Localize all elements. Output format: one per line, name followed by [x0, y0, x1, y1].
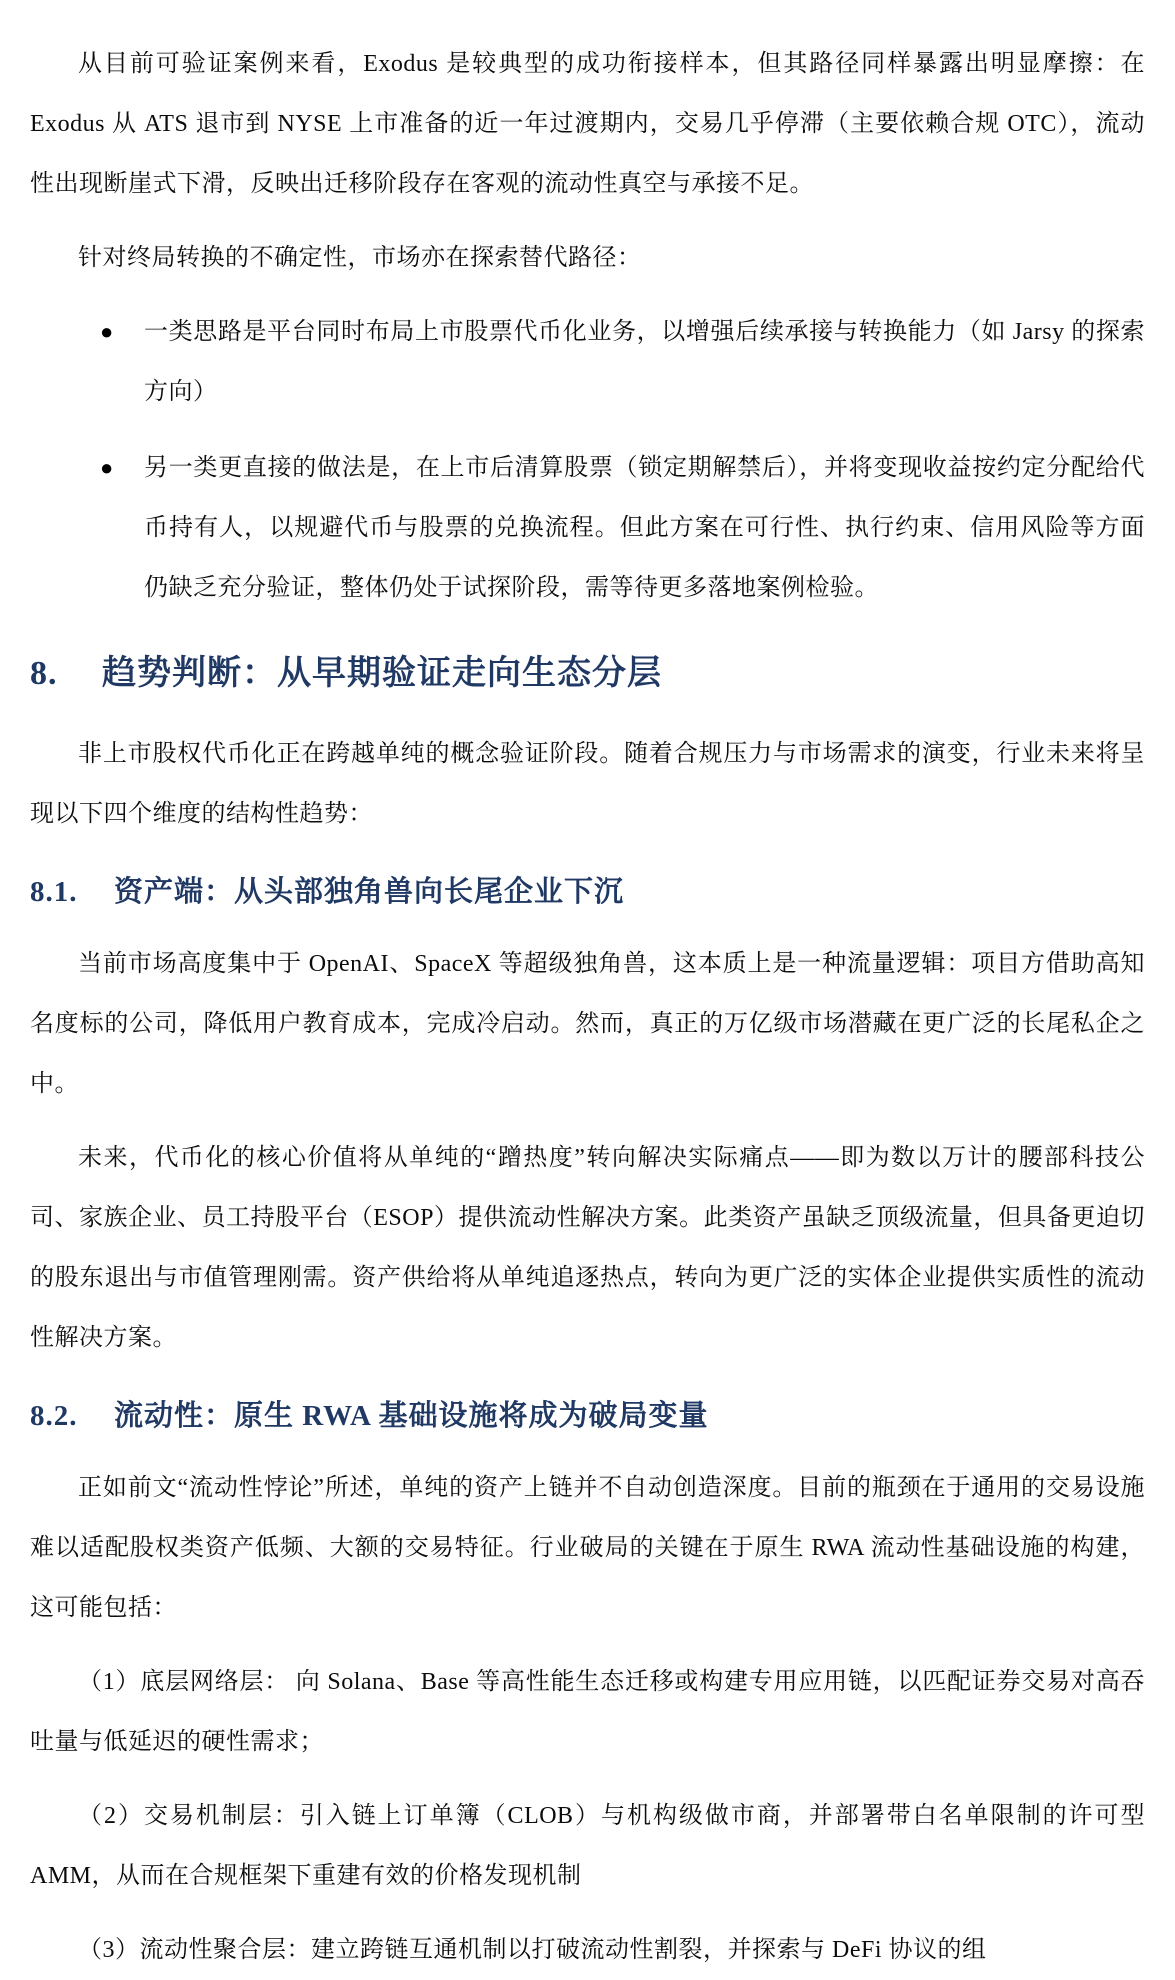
section-title: 趋势判断：从早期验证走向生态分层 — [102, 655, 662, 692]
paragraph-8-1-b: 未来，代币化的核心价值将从单纯的“蹭热度”转向解决实际痛点——即为数以万计的腰部科技公司、家族企业、员工持股平台（ESOP）提供流动性解决方案。此类资产虽缺乏顶级流量，但具备更迫切的股东退出与市值管理刚需。资产供给将从单纯追逐热点，转向为更广泛的实体企业提供实质性的流动性解决方案。 — [30, 1145, 1145, 1351]
list-item — [100, 302, 1145, 422]
section-heading-8 — [30, 652, 1145, 696]
paragraph-section8-intro: 非上市股权代币化正在跨越单纯的概念验证阶段。随着合规压力与市场需求的演变，行业未来将呈现以下四个维度的结构性趋势： — [30, 741, 1145, 827]
paragraph-8-2-a: 正如前文“流动性悖论”所述，单纯的资产上链并不自动创造深度。目前的瓶颈在于通用的交易设施难以适配股权类资产低频、大额的交易特征。行业破局的关键在于原生 RWA 流动性基础设施的构建，这可能包括： — [30, 1475, 1145, 1621]
bullet-icon: ● — [100, 319, 114, 344]
bullet-text: 一类思路是平台同时布局上市股票代币化业务，以增强后续承接与转换能力（如 Jarsy 的探索方向） — [144, 319, 1145, 405]
section-number: 8. — [30, 655, 58, 692]
list-item — [100, 438, 1145, 618]
paragraph-exodus-case: 从目前可验证案例来看，Exodus 是较典型的成功衔接样本，但其路径同样暴露出明显摩擦：在 Exodus 从 ATS 退市到 NYSE 上市准备的近一年过渡期内，交易几乎停滞（主要依赖合规 OTC），流动性出现断崖式下滑，反映出迁移阶段存在客观的流动性真空与承接不足。 — [30, 51, 1145, 197]
subsection-title: 流动性：原生 RWA 基础设施将成为破局变量 — [114, 1400, 709, 1432]
alternatives-bullet-list — [30, 302, 1145, 618]
paragraph-alternatives-intro: 针对终局转换的不确定性，市场亦在探索替代路径： — [78, 245, 642, 271]
paragraph-8-2-item1: （1）底层网络层： 向 Solana、Base 等高性能生态迁移或构建专用应用链，以匹配证券交易对高吞吐量与低延迟的硬性需求； — [30, 1669, 1145, 1755]
paragraph-8-2-item2: （2）交易机制层：引入链上订单簿（CLOB）与机构级做市商，并部署带白名单限制的许可型 AMM，从而在合规框架下重建有效的价格发现机制 — [30, 1803, 1145, 1889]
subsection-heading-8-1 — [30, 872, 1145, 912]
bullet-text: 另一类更直接的做法是，在上市后清算股票（锁定期解禁后），并将变现收益按约定分配给代币持有人，以规避代币与股票的兑换流程。但此方案在可行性、执行约束、信用风险等方面仍缺乏充分验证，整体仍处于试探阶段，需等待更多落地案例检验。 — [144, 455, 1145, 601]
subsection-number: 8.1. — [30, 876, 78, 908]
subsection-heading-8-2 — [30, 1396, 1145, 1436]
subsection-title: 资产端：从头部独角兽向长尾企业下沉 — [114, 876, 625, 908]
bullet-icon: ● — [100, 455, 114, 480]
paragraph-8-1-a: 当前市场高度集中于 OpenAI、SpaceX 等超级独角兽，这本质上是一种流量逻辑：项目方借助高知名度标的公司，降低用户教育成本，完成冷启动。然而，真正的万亿级市场潜藏在更广泛的长尾私企之中。 — [30, 951, 1145, 1097]
paragraph-8-2-item3: （3）流动性聚合层：建立跨链互通机制以打破流动性割裂，并探索与 DeFi 协议的组 — [78, 1937, 987, 1963]
subsection-number: 8.2. — [30, 1400, 78, 1432]
